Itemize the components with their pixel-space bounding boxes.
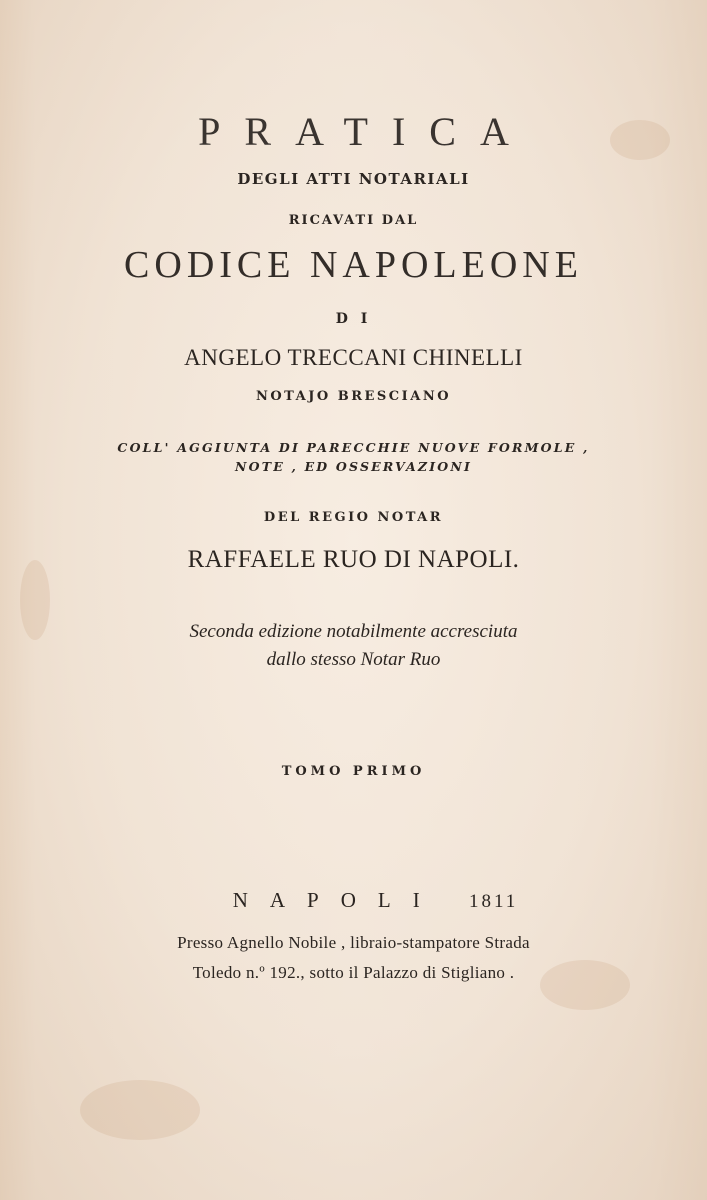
author-name: ANGELO TRECCANI CHINELLI bbox=[184, 345, 523, 370]
publication-year: 1811 bbox=[468, 891, 519, 912]
edition-line-1: Seconda edizione notabilmente accresciuta bbox=[189, 621, 518, 642]
imprint-line-2: Toledo n.º 192., sotto il Palazzo di Stigliano . bbox=[192, 963, 515, 982]
di-line: D I bbox=[335, 311, 372, 327]
addition-line-2: NOTE , ED OSSERVAZIONI bbox=[234, 459, 473, 474]
book-title: PRATICA bbox=[198, 109, 533, 154]
addition-line-1: COLL' AGGIUNTA DI PARECCHIE NUOVE FORMOLE , bbox=[117, 440, 590, 455]
edition-line-2: dallo stesso Notar Ruo bbox=[266, 649, 441, 670]
imprint-line-1: Presso Agnello Nobile , libraio-stampatore Strada bbox=[177, 933, 530, 952]
subtitle-degli-atti: DEGLI ATTI NOTARIALI bbox=[237, 170, 470, 188]
del-regio-notar: DEL REGIO NOTAR bbox=[263, 510, 444, 525]
volume-label: TOMO PRIMO bbox=[281, 764, 426, 779]
subtitle-ricavati: RICAVATI DAL bbox=[288, 213, 419, 228]
author-role: NOTAJO BRESCIANO bbox=[255, 389, 452, 404]
editor-name: RAFFAELE RUO DI NAPOLI. bbox=[187, 546, 520, 573]
place-name: NAPOLI bbox=[232, 888, 442, 912]
place-year-line bbox=[0, 890, 707, 911]
main-heading: CODICE NAPOLEONE bbox=[124, 244, 583, 286]
